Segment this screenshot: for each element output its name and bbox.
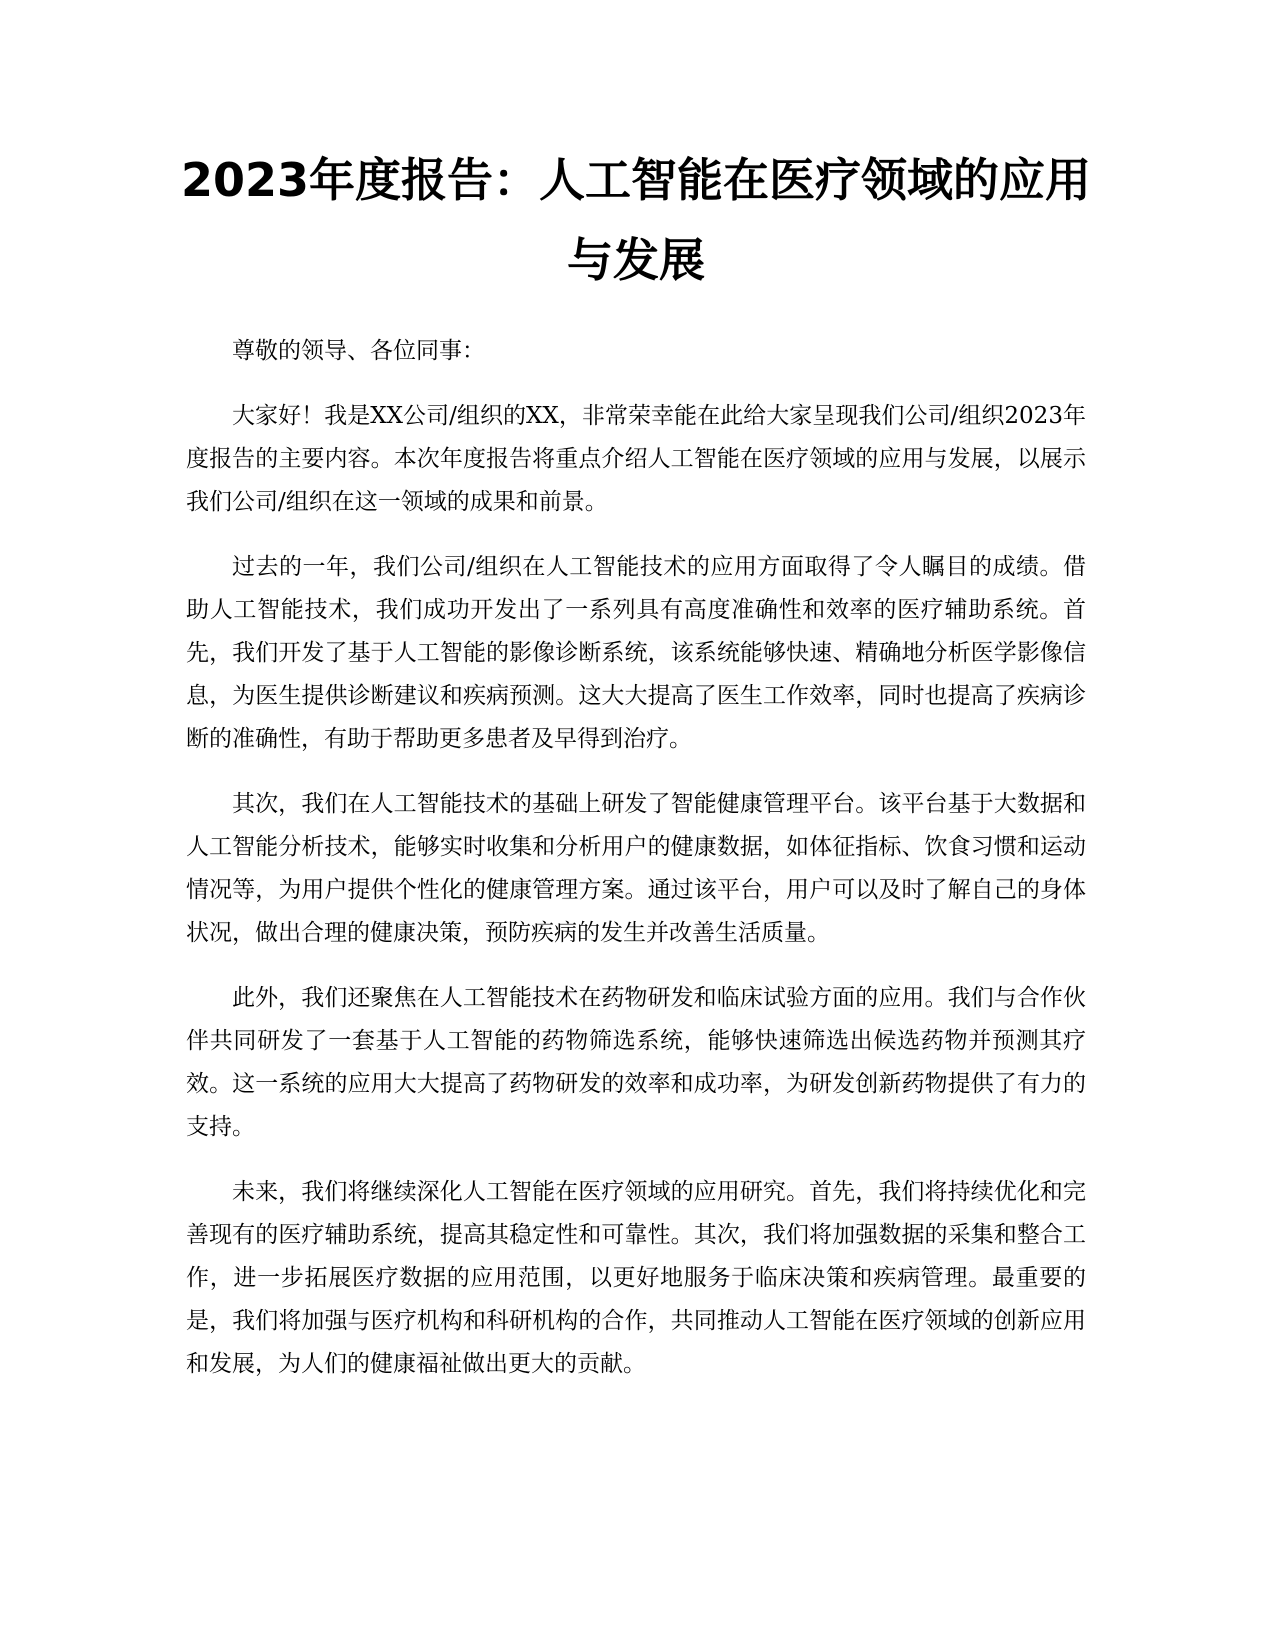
document-title: 2023年度报告：人工智能在医疗领域的应用与发展 — [180, 153, 1092, 287]
paragraph-intro: 大家好！我是XX公司/组织的XX，非常荣幸能在此给大家呈现我们公司/组织2023年度报告的主要内容。本次年度报告将重点介绍人工智能在医疗领域的应用与发展，以展示我们公司/组织在这一领域的成果和前景。 — [186, 403, 1086, 515]
paragraph-future: 未来，我们将继续深化人工智能在医疗领域的应用研究。首先，我们将持续优化和完善现有的医疗辅助系统，提高其稳定性和可靠性。其次，我们将加强数据的采集和整合工作，进一步拓展医疗数据的应用范围，以更好地服务于临床决策和疾病管理。最重要的是，我们将加强与医疗机构和科研机构的合作，共同推动人工智能在医疗领域的创新应用和发展，为人们的健康福祉做出更大的贡献。 — [186, 1179, 1086, 1377]
paragraph-health-platform: 其次，我们在人工智能技术的基础上研发了智能健康管理平台。该平台基于大数据和人工智能分析技术，能够实时收集和分析用户的健康数据，如体征指标、饮食习惯和运动情况等，为用户提供个性化的健康管理方案。通过该平台，用户可以及时了解自己的身体状况，做出合理的健康决策，预防疾病的发生并改善生活质量。 — [186, 791, 1086, 946]
document-page — [180, 140, 1092, 1386]
greeting: 尊敬的领导、各位同事： — [232, 338, 485, 364]
paragraph-achievements: 过去的一年，我们公司/组织在人工智能技术的应用方面取得了令人瞩目的成绩。借助人工智能技术，我们成功开发出了一系列具有高度准确性和效率的医疗辅助系统。首先，我们开发了基于人工智能的影像诊断系统，该系统能够快速、精确地分析医学影像信息，为医生提供诊断建议和疾病预测。这大大提高了医生工作效率，同时也提高了疾病诊断的准确性，有助于帮助更多患者及早得到治疗。 — [186, 554, 1086, 752]
paragraph-drug-research: 此外，我们还聚焦在人工智能技术在药物研发和临床试验方面的应用。我们与合作伙伴共同研发了一套基于人工智能的药物筛选系统，能够快速筛选出候选药物并预测其疗效。这一系统的应用大大提高了药物研发的效率和成功率，为研发创新药物提供了有力的支持。 — [186, 985, 1086, 1140]
